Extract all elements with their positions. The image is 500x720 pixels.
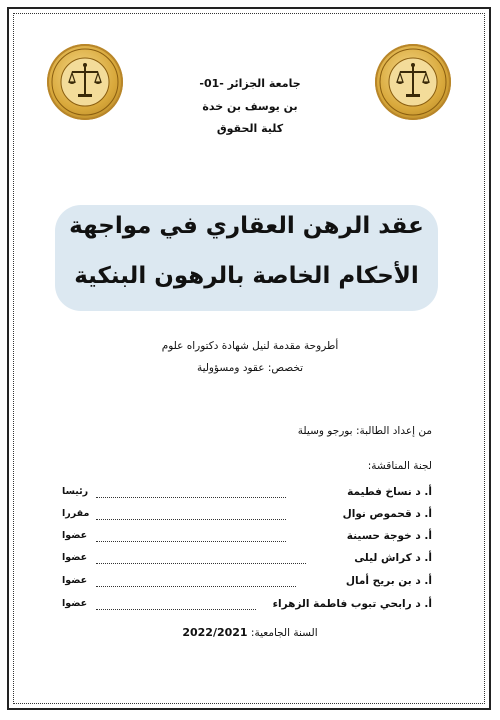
committee-member-role: مقررا [62,508,90,519]
university-seal-right [375,44,451,120]
dotted-leader [96,563,306,564]
scales-of-justice-icon [47,44,123,120]
committee-member-name: أ. د رابحي تبوب فاطمة الزهراء [272,598,432,610]
committee-member-name: أ. د نساخ فطيمة [347,486,432,498]
committee-member-name: أ. د كراش ليلى [354,552,432,564]
committee-member-name: أ. د خوجة حسينة [346,530,432,542]
dotted-leader [96,519,286,520]
committee-member-row [62,575,432,591]
degree-statement: أطروحة مقدمة لنيل شهادة دكتوراه علوم [161,340,339,352]
university-seal-left [47,44,123,120]
dotted-leader [96,609,256,610]
dotted-leader [96,586,296,587]
committee-member-row [62,598,432,614]
committee-member-name: أ. د بن بريح أمال [345,575,432,587]
thesis-title-line-2: الأحكام الخاصة بالرهون البنكية [74,263,419,289]
committee-member-role: عضوا [62,575,88,586]
committee-member-role: رئيسا [62,486,89,497]
committee-member-row [62,486,432,502]
dotted-leader [96,541,286,542]
academic-year-label: السنة الجامعية: [250,627,318,639]
scales-of-justice-icon [375,44,451,120]
dotted-leader [96,497,286,498]
committee-member-row [62,508,432,524]
committee-member-row [62,530,432,546]
committee-title: لجنة المناقشة: [367,460,432,472]
committee-member-role: عضوا [62,552,88,563]
specialization: تخصص: عقود ومسؤولية [196,362,304,374]
faculty-name: كلية الحقوق [216,122,284,135]
academic-year-value: 2022/2021 [182,626,248,639]
thesis-title-box [55,205,438,311]
prepared-by: من إعداد الطالبة: بورجو وسيلة [297,425,432,437]
committee-member-row [62,552,432,568]
university-name: جامعة الجزائر -01- [199,77,301,90]
academic-year [150,626,350,639]
committee-member-role: عضوا [62,598,88,609]
committee-member-role: عضوا [62,530,88,541]
committee-member-name: أ. د قحموص نوال [342,508,432,520]
thesis-title-line-1: عقد الرهن العقاري في مواجهة [69,213,424,239]
university-patron: بن يوسف بن خدة [202,100,298,113]
